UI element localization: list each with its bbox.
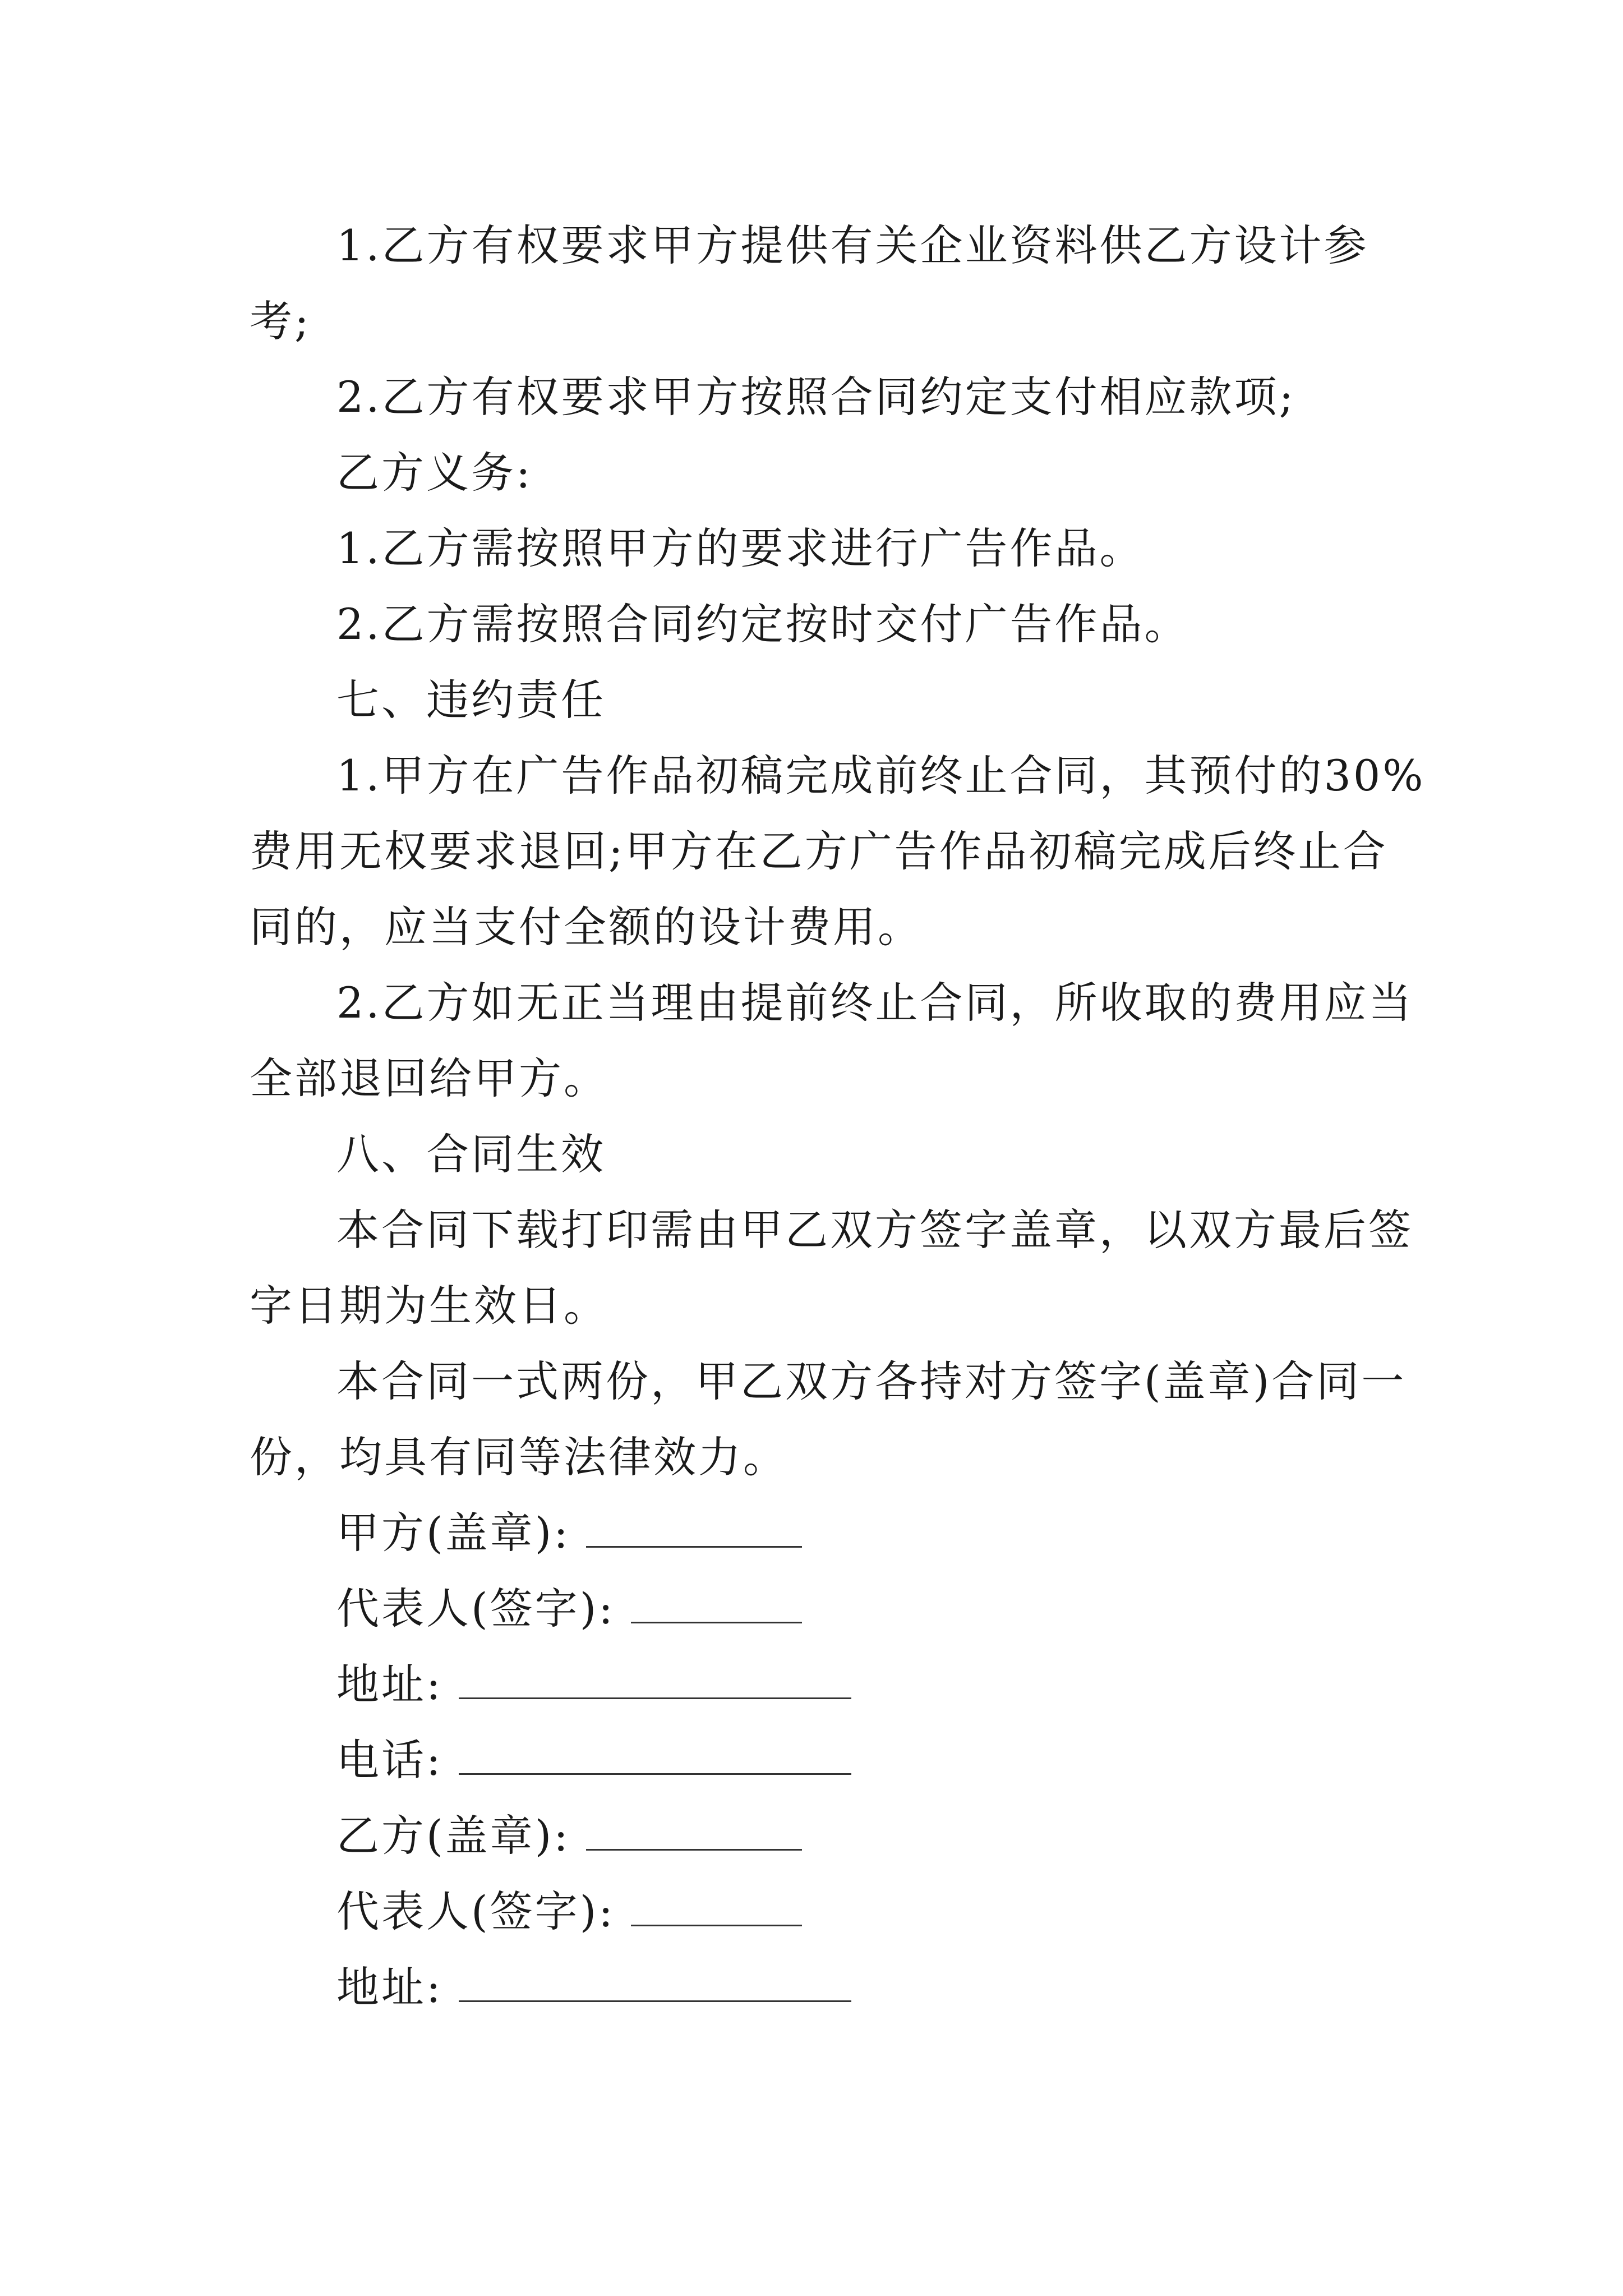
signature-field-party-a-phone	[336, 1733, 851, 1787]
paragraph-1-line-1: 1.乙方有权要求甲方提供有关企业资料供乙方设计参	[336, 220, 1369, 270]
paragraph-7-line-3: 同的，应当支付全额的设计费用。	[250, 902, 923, 952]
fill-in-blank[interactable]	[459, 1738, 851, 1775]
paragraph-10-line-1: 本合同下载打印需由甲乙双方签字盖章，以双方最后签	[336, 1205, 1413, 1255]
paragraph-11-line-2: 份，均具有同等法律效力。	[250, 1432, 788, 1482]
fill-in-blank[interactable]	[631, 1587, 802, 1623]
fill-in-blank[interactable]	[586, 1814, 802, 1851]
signature-field-party-b-seal	[336, 1809, 802, 1863]
paragraph-11-line-1: 本合同一式两份，甲乙双方各持对方签字(盖章)合同一	[336, 1356, 1407, 1406]
section-heading-effectiveness: 八、合同生效	[336, 1129, 606, 1179]
field-label: 地址:	[336, 1962, 443, 2012]
field-label: 电话:	[336, 1735, 443, 1785]
paragraph-7-line-2: 费用无权要求退回;甲方在乙方广告作品初稿完成后终止合	[250, 826, 1388, 876]
paragraph-8-line-2: 全部退回给甲方。	[250, 1053, 608, 1103]
paragraph-10-line-2: 字日期为生效日。	[250, 1281, 608, 1331]
paragraph-7-line-1: 1.甲方在广告作品初稿完成前终止合同，其预付的30%	[336, 751, 1426, 800]
fill-in-blank[interactable]	[631, 1890, 802, 1926]
paragraph-4-line-1: 1.乙方需按照甲方的要求进行广告作品。	[336, 523, 1145, 573]
fill-in-blank[interactable]	[586, 1511, 802, 1548]
field-label: 甲方(盖章):	[336, 1508, 570, 1558]
field-label: 代表人(签字):	[336, 1584, 615, 1634]
fill-in-blank[interactable]	[459, 1966, 851, 2002]
paragraph-5-line-1: 2.乙方需按照合同约定按时交付广告作品。	[336, 599, 1189, 649]
paragraph-2-line-1: 2.乙方有权要求甲方按照合同约定支付相应款项;	[336, 372, 1296, 422]
fill-in-blank[interactable]	[459, 1663, 851, 1699]
signature-field-party-b-representative	[336, 1885, 802, 1939]
paragraph-8-line-1: 2.乙方如无正当理由提前终止合同，所收取的费用应当	[336, 978, 1414, 1028]
signature-field-party-a-seal	[336, 1506, 802, 1560]
signature-field-party-b-address	[336, 1961, 851, 2014]
section-heading-breach: 七、违约责任	[336, 675, 606, 725]
signature-field-party-a-address	[336, 1658, 851, 1711]
paragraph-1-line-2: 考;	[250, 296, 311, 346]
paragraph-3-line-1: 乙方义务:	[336, 448, 533, 498]
field-label: 乙方(盖章):	[336, 1811, 570, 1861]
field-label: 代表人(签字):	[336, 1887, 615, 1936]
signature-field-party-a-representative	[336, 1582, 802, 1636]
field-label: 地址:	[336, 1659, 443, 1709]
